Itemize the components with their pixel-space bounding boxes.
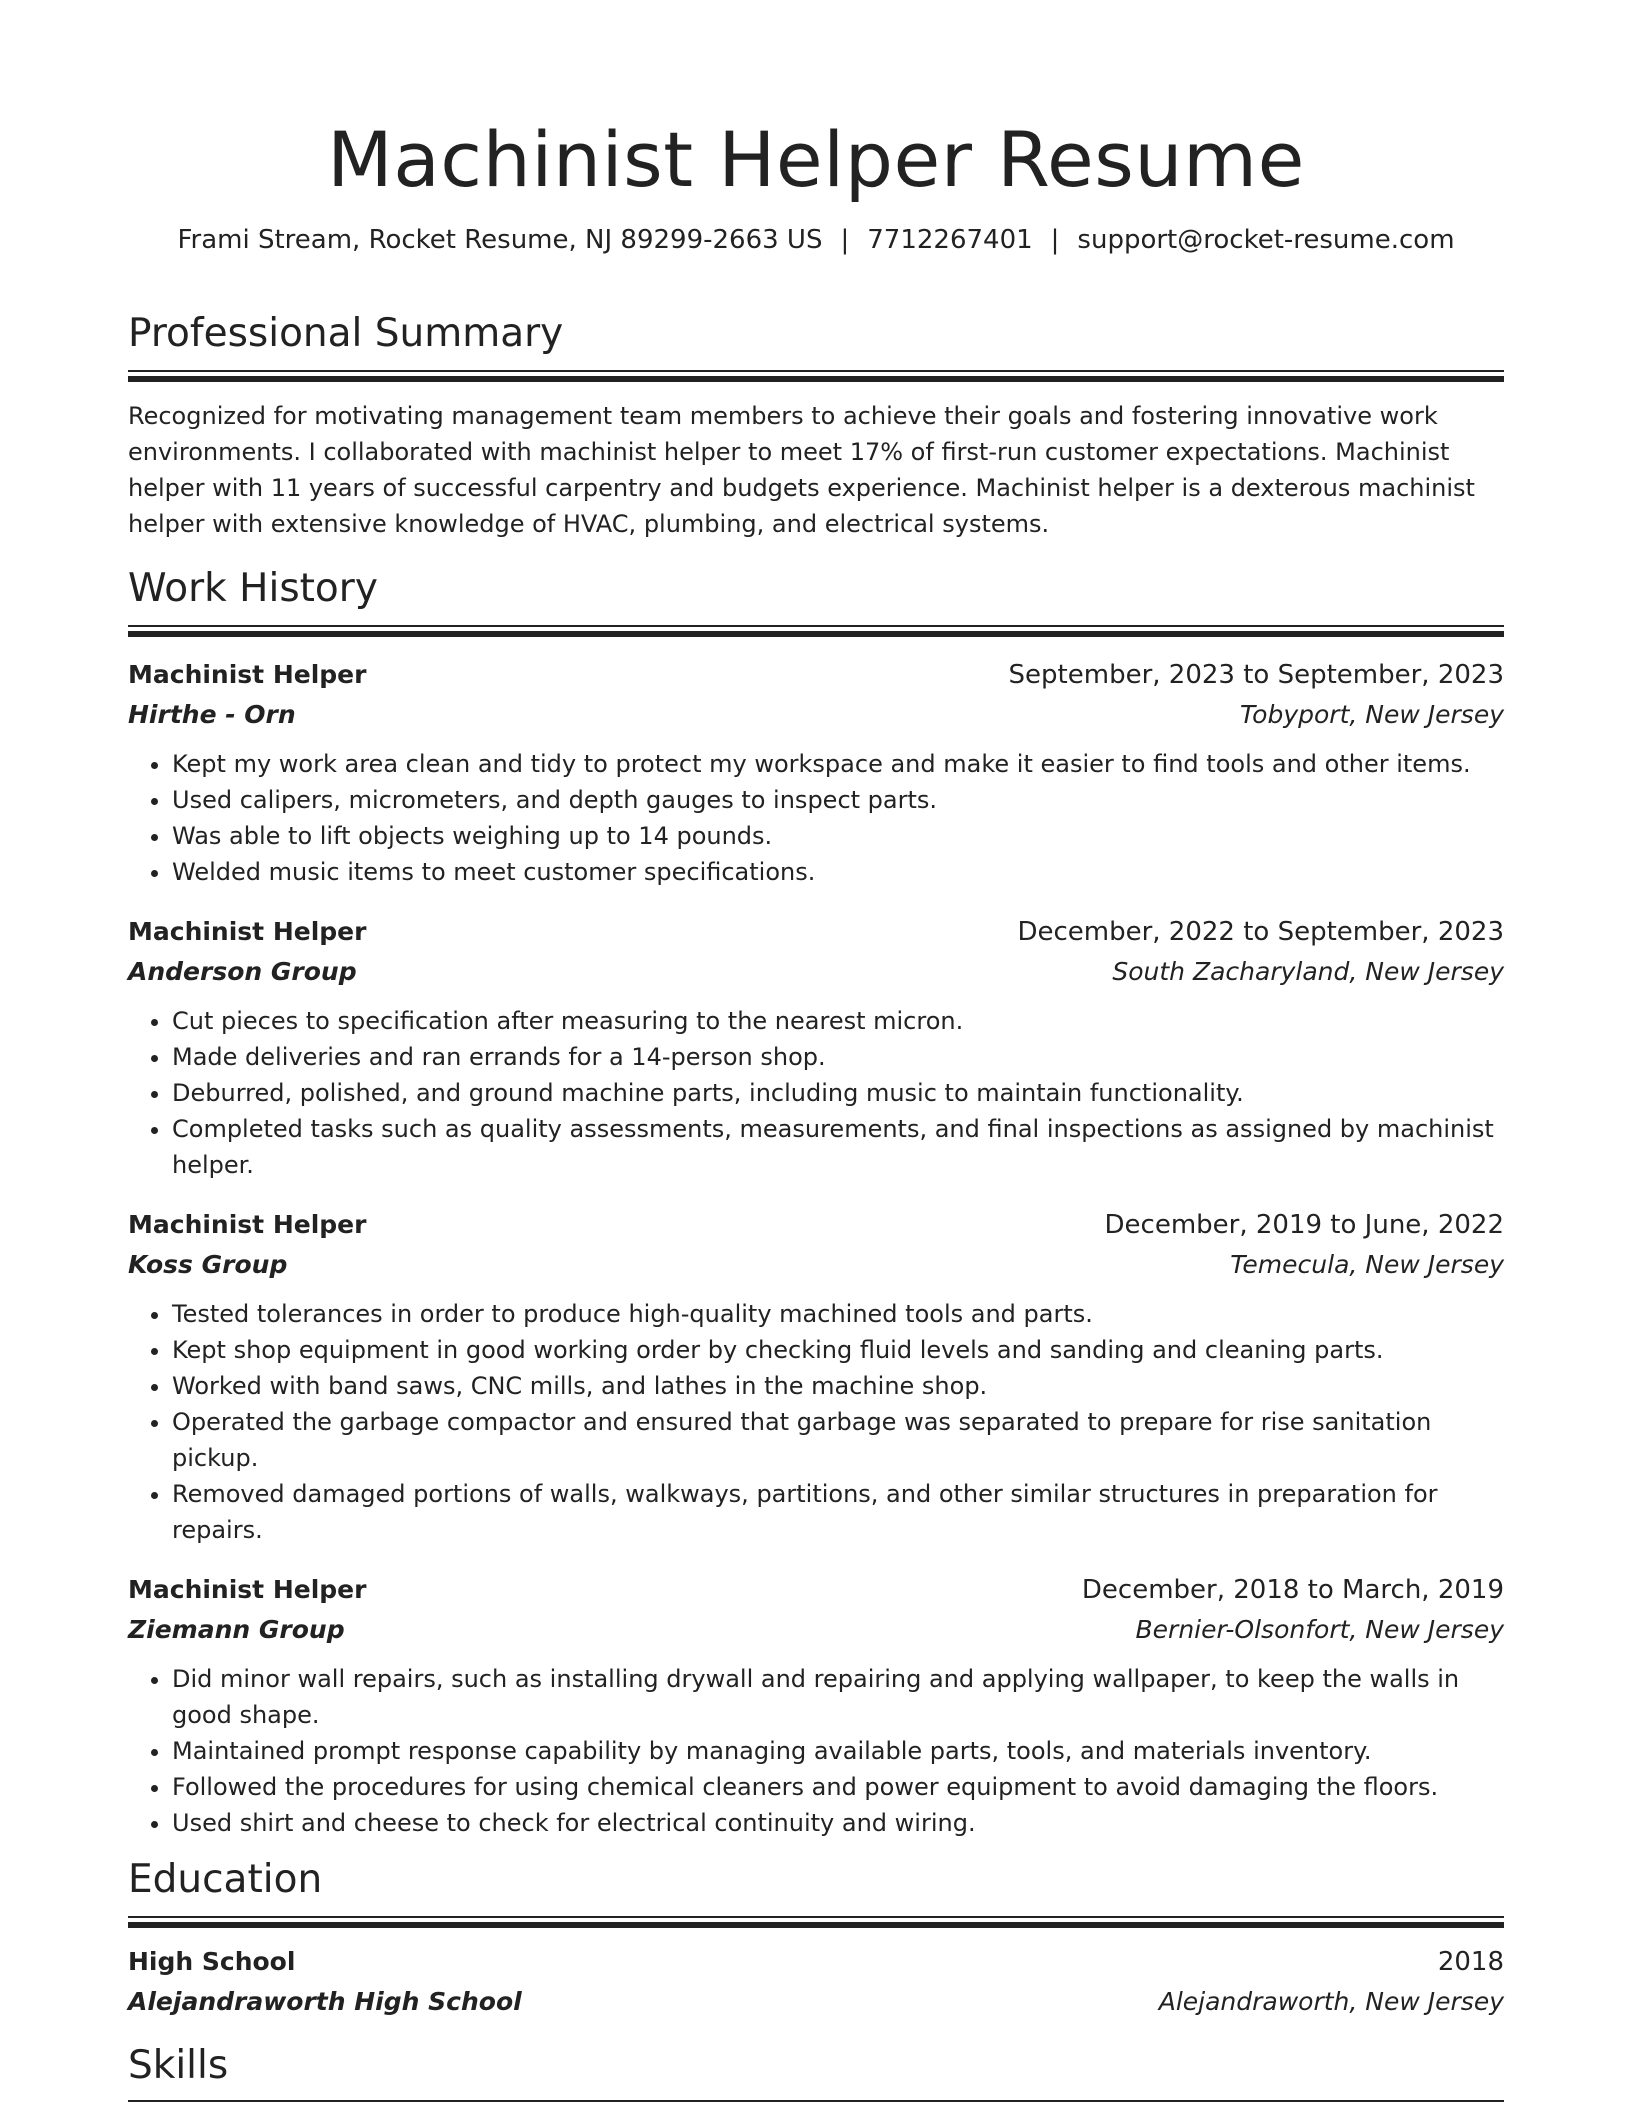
job-bullet: • Operated the garbage compactor and ensured that garbage was separated to prepare for rise sanitation pickup. [172, 1404, 1504, 1476]
contact-email: support@rocket-resume.com [1077, 224, 1455, 255]
education-year: 2018 [1437, 1946, 1504, 1977]
job-title: Machinist Helper [128, 1209, 367, 1239]
job-dates: September, 2023 to September, 2023 [1008, 659, 1504, 690]
education-school: Alejandraworth High School [128, 1986, 522, 2016]
section-title-education: Education [128, 1856, 323, 1902]
education-entry [128, 1942, 1504, 2021]
job-bullet: • Made deliveries and ran errands for a 14-person shop. [172, 1039, 1504, 1075]
summary-text: Recognized for motivating management team members to achieve their goals and fostering innovative work environments. I collaborated with machinist helper to meet 17% of first-run customer expectations. Machinist helper with 11 years of successful carpentry and budgets experience. Machinist helper is a dexterous machinist helper with extensive knowledge of HVAC, plumbing, and electrical systems. [128, 402, 1475, 539]
job-header-row [128, 912, 1504, 952]
job-bullets [128, 1661, 1504, 1841]
job-bullet: • Maintained prompt response capability by managing available parts, tools, and materials inventory. [172, 1733, 1504, 1769]
section-title-summary: Professional Summary [128, 311, 564, 357]
job-header-row [128, 1570, 1504, 1610]
job-bullet: • Deburred, polished, and ground machine parts, including music to maintain functionality. [172, 1075, 1504, 1111]
job-title: Machinist Helper [128, 659, 367, 689]
contact-line [128, 224, 1504, 258]
job-bullets [128, 1296, 1504, 1548]
job-dates: December, 2018 to March, 2019 [1081, 1574, 1504, 1605]
job-company-row [128, 1245, 1504, 1284]
job-bullet: • Cut pieces to specification after measuring to the nearest micron. [172, 1003, 1504, 1039]
job-bullet: • Kept shop equipment in good working order by checking fluid levels and sanding and cleaning parts. [172, 1332, 1504, 1368]
job-bullets [128, 1003, 1504, 1183]
job-company-row [128, 695, 1504, 734]
skills-section [128, 2043, 1504, 2102]
job-bullet: • Welded music items to meet customer specifications. [172, 854, 1504, 890]
job-location: South Zacharyland, New Jersey [1112, 956, 1504, 986]
job-entry [128, 912, 1504, 1183]
section-divider [128, 1916, 1504, 1928]
work-history-section [128, 566, 1504, 1841]
job-dates: December, 2019 to June, 2022 [1104, 1209, 1504, 1240]
job-location: Bernier-Olsonfort, New Jersey [1135, 1614, 1504, 1644]
job-bullet: • Was able to lift objects weighing up to 14 pounds. [172, 818, 1504, 854]
job-entry [128, 1570, 1504, 1841]
education-section [128, 1857, 1504, 2021]
job-bullet: • Completed tasks such as quality assessments, measurements, and final inspections as assigned by machinist helper. [172, 1111, 1504, 1183]
job-company: Ziemann Group [128, 1614, 345, 1644]
job-bullet: • Used shirt and cheese to check for electrical continuity and wiring. [172, 1805, 1504, 1841]
contact-separator: | [1050, 224, 1060, 255]
section-title-skills: Skills [128, 2042, 229, 2088]
job-header-row [128, 1205, 1504, 1245]
job-entry [128, 1205, 1504, 1548]
job-bullet: • Tested tolerances in order to produce high-quality machined tools and parts. [172, 1296, 1504, 1332]
job-bullet: • Used calipers, micrometers, and depth gauges to inspect parts. [172, 782, 1504, 818]
job-bullet: • Removed damaged portions of walls, walkways, partitions, and other similar structures in preparation for repairs. [172, 1476, 1504, 1548]
education-degree: High School [128, 1946, 296, 1976]
job-dates: December, 2022 to September, 2023 [1017, 916, 1504, 947]
job-company: Hirthe - Orn [128, 699, 296, 729]
contact-separator: | [840, 224, 850, 255]
education-header-row [128, 1942, 1504, 1982]
job-bullet: • Worked with band saws, CNC mills, and lathes in the machine shop. [172, 1368, 1504, 1404]
job-bullet: • Kept my work area clean and tidy to protect my workspace and make it easier to find tools and other items. [172, 746, 1504, 782]
section-divider [128, 2100, 1504, 2102]
job-company-row [128, 952, 1504, 991]
job-bullet: • Followed the procedures for using chemical cleaners and power equipment to avoid damaging the floors. [172, 1769, 1504, 1805]
section-divider [128, 370, 1504, 382]
job-title: Machinist Helper [128, 1574, 367, 1604]
education-school-row [128, 1982, 1504, 2021]
job-header-row [128, 655, 1504, 695]
contact-phone: 7712267401 [867, 224, 1033, 255]
section-divider [128, 625, 1504, 637]
job-company-row [128, 1610, 1504, 1649]
job-bullet: • Did minor wall repairs, such as installing drywall and repairing and applying wallpaper, to keep the walls in good shape. [172, 1661, 1504, 1733]
job-company: Koss Group [128, 1249, 288, 1279]
job-company: Anderson Group [128, 956, 357, 986]
resume-title: Machinist Helper Resume [327, 115, 1305, 204]
job-entry [128, 655, 1504, 890]
education-location: Alejandraworth, New Jersey [1158, 1986, 1504, 2016]
contact-address: Frami Stream, Rocket Resume, NJ 89299-2663 US [177, 224, 823, 255]
section-title-work-history: Work History [128, 566, 378, 612]
job-location: Temecula, New Jersey [1230, 1249, 1504, 1279]
job-location: Tobyport, New Jersey [1240, 699, 1504, 729]
job-title: Machinist Helper [128, 916, 367, 946]
job-bullets [128, 746, 1504, 890]
summary-section [128, 311, 1504, 542]
